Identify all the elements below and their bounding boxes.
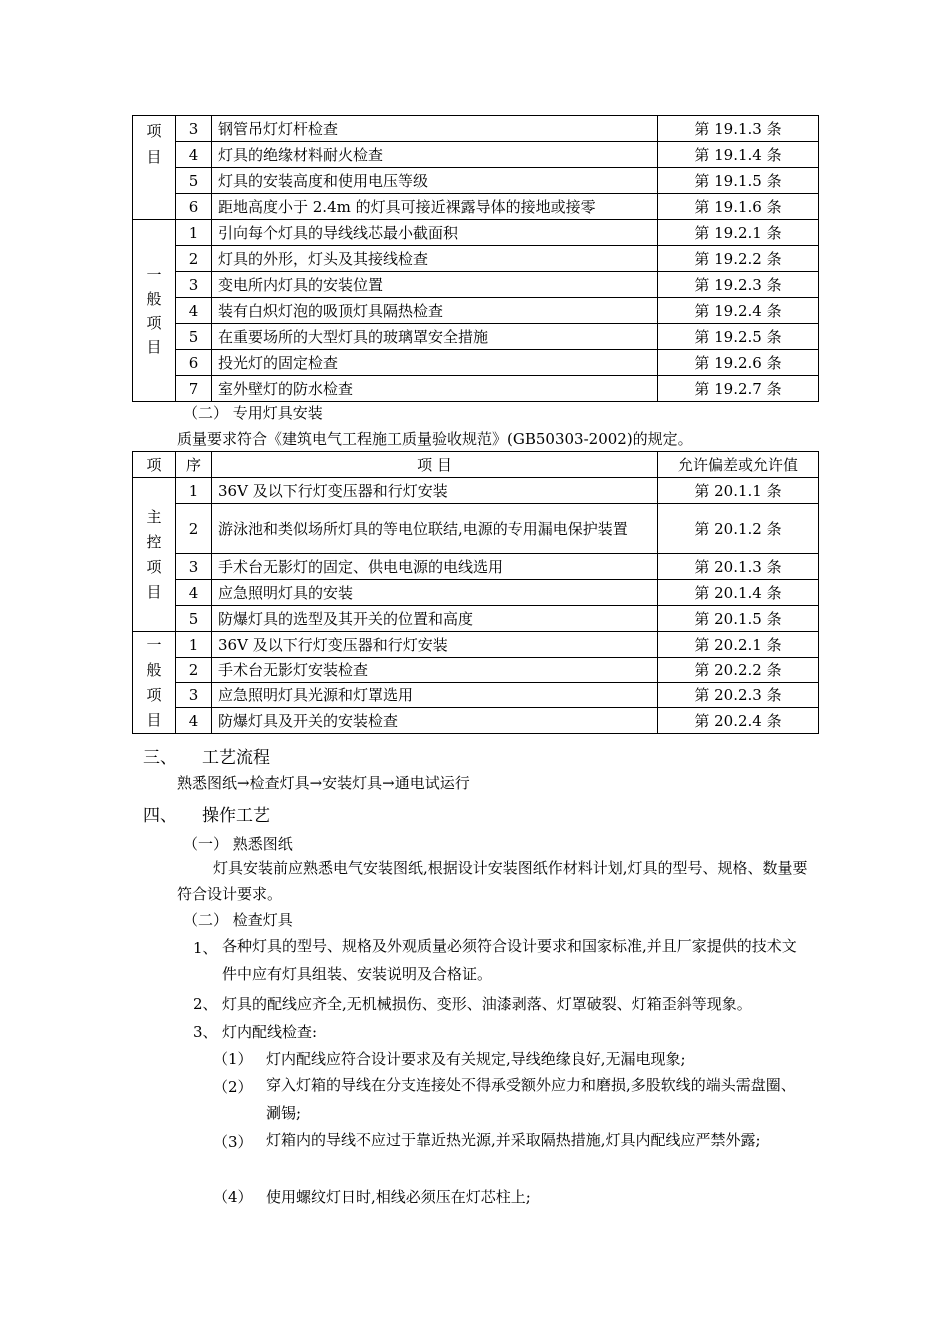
item-number: 3、 bbox=[193, 1023, 218, 1041]
row-clause: 第 19.1.6 条 bbox=[658, 194, 819, 220]
subitem-number: （2） bbox=[213, 1078, 253, 1096]
table-row bbox=[133, 220, 819, 246]
category-label: 项目 bbox=[146, 122, 162, 166]
table-electrical-lighting-continued bbox=[132, 115, 819, 402]
subitem-number: （4） bbox=[213, 1188, 253, 1206]
row-item: 灯具的外形，灯头及其接线检查 bbox=[212, 246, 658, 272]
row-number: 3 bbox=[176, 683, 212, 708]
row-clause: 第 20.2.1 条 bbox=[658, 632, 819, 658]
row-clause: 第 19.2.6 条 bbox=[658, 350, 819, 376]
sub-2-heading: （二） 检查灯具 bbox=[183, 911, 293, 929]
row-clause: 第 19.2.5 条 bbox=[658, 324, 819, 350]
process-flow: 熟悉图纸→检查灯具→安装灯具→通电试运行 bbox=[177, 774, 470, 792]
row-number: 1 bbox=[176, 478, 212, 504]
row-number: 6 bbox=[176, 350, 212, 376]
table-row bbox=[133, 324, 819, 350]
row-item: 引向每个灯具的导线线芯最小截面积 bbox=[212, 220, 658, 246]
row-number: 1 bbox=[176, 220, 212, 246]
row-number: 3 bbox=[176, 272, 212, 298]
row-number: 6 bbox=[176, 194, 212, 220]
table-special-lighting bbox=[132, 451, 819, 734]
row-clause: 第 20.1.2 条 bbox=[658, 504, 819, 554]
table-row bbox=[133, 194, 819, 220]
row-number: 2 bbox=[176, 246, 212, 272]
row-item: 灯具的安装高度和使用电压等级 bbox=[212, 168, 658, 194]
sub-1-text: 灯具安装前应熟悉电气安装图纸,根据设计安装图纸作材料计划,灯具的型号、规格、数量要符合设计要求。 bbox=[177, 859, 808, 903]
row-item: 灯具的绝缘材料耐火检查 bbox=[212, 142, 658, 168]
table-row bbox=[133, 504, 819, 554]
row-number: 1 bbox=[176, 632, 212, 658]
subitem-number: （3） bbox=[213, 1133, 253, 1151]
section-4-number: 四、 bbox=[143, 806, 177, 826]
header-item: 项 目 bbox=[212, 452, 658, 478]
row-item: 防爆灯具的选型及其开关的位置和高度 bbox=[212, 606, 658, 632]
subitem-text: 灯内配线应符合设计要求及有关规定,导线绝缘良好,无漏电现象; bbox=[266, 1050, 686, 1068]
item-number: 1、 bbox=[193, 939, 218, 957]
subitem-text: 使用螺纹灯日时,相线必须压在灯芯柱上; bbox=[266, 1188, 531, 1206]
row-clause: 第 19.2.7 条 bbox=[658, 376, 819, 402]
row-item: 36V 及以下行灯变压器和行灯安装 bbox=[212, 632, 658, 658]
row-item: 手术台无影灯的固定、供电电源的电线选用 bbox=[212, 554, 658, 580]
table-row bbox=[133, 683, 819, 708]
item-number: 2、 bbox=[193, 995, 218, 1013]
sub-1-heading: （一） 熟悉图纸 bbox=[183, 835, 293, 853]
row-clause: 第 20.2.4 条 bbox=[658, 708, 819, 734]
row-item: 装有白炽灯泡的吸顶灯具隔热检查 bbox=[212, 298, 658, 324]
row-number: 4 bbox=[176, 708, 212, 734]
row-number: 4 bbox=[176, 142, 212, 168]
row-clause: 第 19.1.3 条 bbox=[658, 116, 819, 142]
row-item: 变电所内灯具的安装位置 bbox=[212, 272, 658, 298]
section-3-number: 三、 bbox=[143, 748, 177, 768]
table-row bbox=[133, 298, 819, 324]
row-number: 7 bbox=[176, 376, 212, 402]
header-number: 序 bbox=[176, 452, 212, 478]
row-clause: 第 19.1.5 条 bbox=[658, 168, 819, 194]
section-2-heading: （二） 专用灯具安装 bbox=[183, 404, 323, 422]
row-number: 4 bbox=[176, 298, 212, 324]
table-row bbox=[133, 272, 819, 298]
row-number: 2 bbox=[176, 658, 212, 683]
category-cell bbox=[133, 478, 176, 632]
row-clause: 第 20.1.5 条 bbox=[658, 606, 819, 632]
row-clause: 第 20.2.2 条 bbox=[658, 658, 819, 683]
row-clause: 第 19.2.4 条 bbox=[658, 298, 819, 324]
item-text: 灯内配线检查: bbox=[222, 1023, 318, 1041]
row-number: 5 bbox=[176, 606, 212, 632]
table-row bbox=[133, 554, 819, 580]
row-item: 投光灯的固定检查 bbox=[212, 350, 658, 376]
table-row bbox=[133, 246, 819, 272]
section-4-title: 操作工艺 bbox=[202, 806, 270, 826]
row-clause: 第 20.1.4 条 bbox=[658, 580, 819, 606]
row-item: 防爆灯具及开关的安装检查 bbox=[212, 708, 658, 734]
table-row bbox=[133, 376, 819, 402]
row-clause: 第 20.1.1 条 bbox=[658, 478, 819, 504]
table-row bbox=[133, 658, 819, 683]
row-item: 应急照明灯具光源和灯罩选用 bbox=[212, 683, 658, 708]
table-row bbox=[133, 350, 819, 376]
row-item: 手术台无影灯安装检查 bbox=[212, 658, 658, 683]
table-row bbox=[133, 168, 819, 194]
table-row bbox=[133, 478, 819, 504]
category-cell bbox=[133, 116, 176, 220]
section-3-title: 工艺流程 bbox=[202, 748, 270, 768]
table-row bbox=[133, 606, 819, 632]
table-row bbox=[133, 580, 819, 606]
category-cell bbox=[133, 220, 176, 402]
item-text: 灯具的配线应齐全,无机械损伤、变形、油漆剥落、灯罩破裂、灯箱歪斜等现象。 bbox=[222, 995, 752, 1013]
table-row bbox=[133, 142, 819, 168]
subitem-text: 灯箱内的导线不应过于靠近热光源,并采取隔热措施,灯具内配线应严禁外露; bbox=[266, 1131, 761, 1149]
subitem-text: 穿入灯箱的导线在分支连接处不得承受额外应力和磨损,多股软线的端头需盘圈、涮锡; bbox=[266, 1076, 796, 1122]
row-clause: 第 19.1.4 条 bbox=[658, 142, 819, 168]
item-text: 各种灯具的型号、规格及外观质量必须符合设计要求和国家标准,并且厂家提供的技术文件中应有灯具组装、安装说明及合格证。 bbox=[222, 937, 797, 983]
row-clause: 第 19.2.2 条 bbox=[658, 246, 819, 272]
row-item: 36V 及以下行灯变压器和行灯安装 bbox=[212, 478, 658, 504]
row-item: 室外壁灯的防水检查 bbox=[212, 376, 658, 402]
row-number: 5 bbox=[176, 168, 212, 194]
table-row bbox=[133, 632, 819, 658]
row-number: 3 bbox=[176, 116, 212, 142]
row-clause: 第 19.2.1 条 bbox=[658, 220, 819, 246]
category-label: 一般项目 bbox=[146, 265, 162, 356]
row-number: 4 bbox=[176, 580, 212, 606]
row-clause: 第 20.2.3 条 bbox=[658, 683, 819, 708]
table-row bbox=[133, 708, 819, 734]
subitem-number: （1） bbox=[213, 1050, 253, 1068]
row-item: 钢管吊灯灯杆检查 bbox=[212, 116, 658, 142]
row-number: 3 bbox=[176, 554, 212, 580]
table-row bbox=[133, 116, 819, 142]
header-clause: 允许偏差或允许值 bbox=[658, 452, 819, 478]
row-item: 应急照明灯具的安装 bbox=[212, 580, 658, 606]
row-clause: 第 19.2.3 条 bbox=[658, 272, 819, 298]
row-number: 2 bbox=[176, 504, 212, 554]
row-item: 在重要场所的大型灯具的玻璃罩安全措施 bbox=[212, 324, 658, 350]
row-number: 5 bbox=[176, 324, 212, 350]
category-cell bbox=[133, 632, 176, 734]
section-2-intro: 质量要求符合《建筑电气工程施工质量验收规范》(GB50303-2002)的规定。 bbox=[177, 430, 693, 448]
row-clause: 第 20.1.3 条 bbox=[658, 554, 819, 580]
category-label: 主控项目 bbox=[146, 507, 162, 601]
category-label: 一般项目 bbox=[146, 635, 162, 729]
row-item: 距地高度小于 2.4m 的灯具可接近裸露导体的接地或接零 bbox=[212, 194, 658, 220]
table-header-row bbox=[133, 452, 819, 478]
row-item: 游泳池和类似场所灯具的等电位联结,电源的专用漏电保护装置 bbox=[212, 504, 658, 554]
header-category: 项 bbox=[133, 452, 176, 478]
